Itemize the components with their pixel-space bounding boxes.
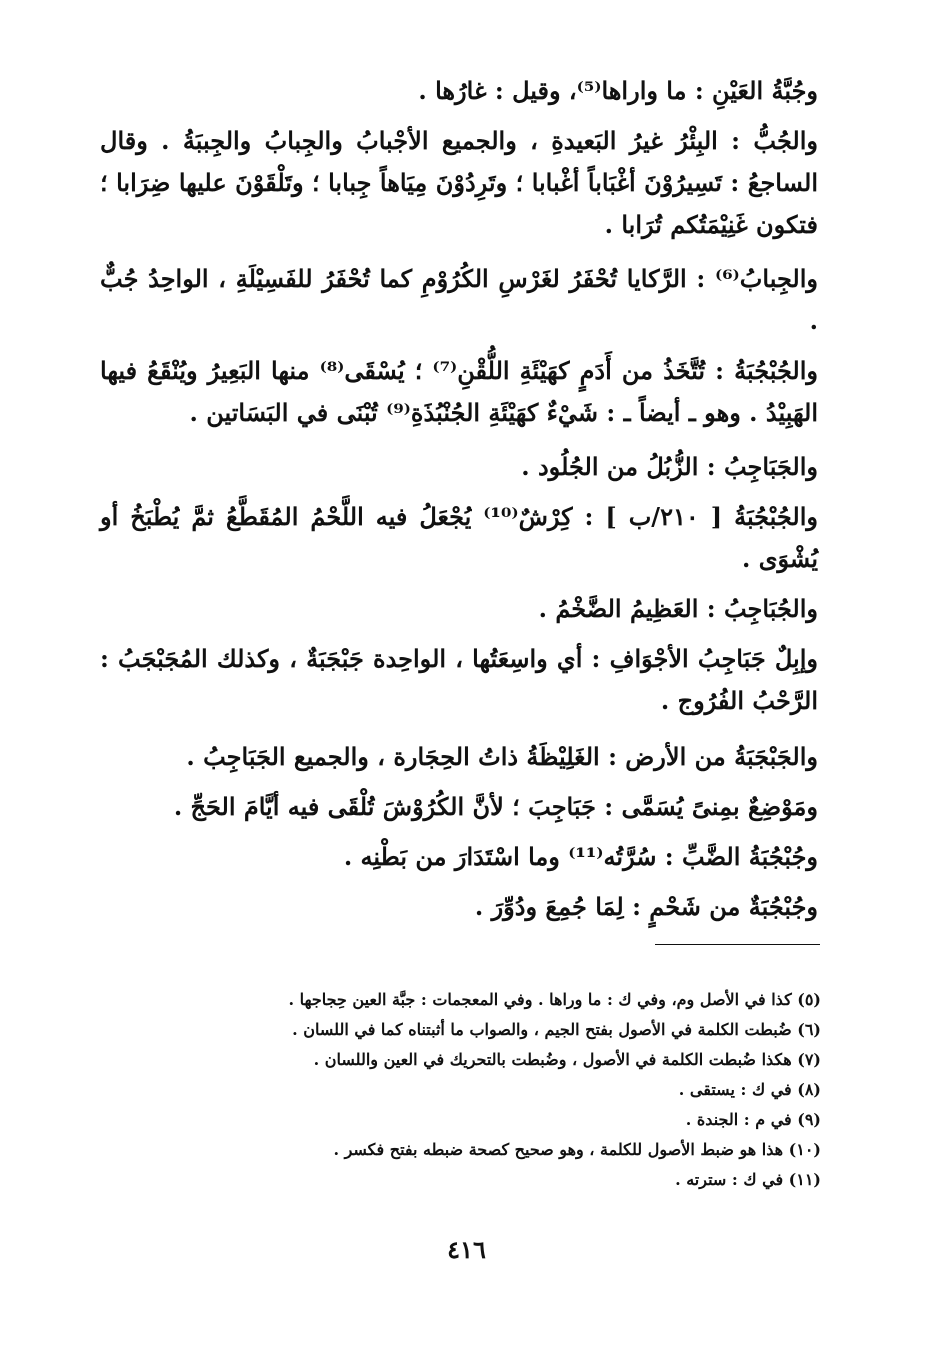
entry-mawdi-bimina: ومَوْضِعٌ بمِنىً يُسَمَّى : جَبَاجِبَ ؛ لأنَّ الكُرُوْشَ تُلْقَى فيه أيَّامَ الحَجِّ . — [173, 792, 818, 821]
page-number: ٤١٦ — [447, 1235, 486, 1264]
entry-jubbat-al-ayn: وجُبَّةُ العَيْنِ : ما واراها⁽⁵⁾، وقيل : غارُها . — [418, 76, 818, 105]
footnote-8: (٨) في ك : يستقى . — [678, 1080, 821, 1099]
footnote-11: (١١) في ك : سترته . — [675, 1170, 821, 1189]
footnote-6: (٦) ضُبطت الكلمة في الأصول بفتح الجيم ، والصواب ما أثبتناه كما في اللسان . — [292, 1020, 821, 1039]
entry-al-jubjuba-kirsh: والجُبْجُبَةُ [ ٢١٠/ب ] : كِرْشٌ⁽¹⁰⁾ يُجْعَلُ فيه اللَّحْمُ المُقَطَّعُ ثمَّ يُطْبَخُ أو يُشْوَى . — [100, 502, 818, 573]
entry-al-jubb: والجُبُّ : البِئْرُ غيرُ البَعيدةِ ، والجميع الأجْبابُ والجِبابُ والجِببَةُ . وقال الساجعُ : تَسِيرُوْنَ أغْبَاباً أغْبابا ؛ وتَرِدُوْنَ مِيَاهاً جِبابا ؛ وتَلْقَوْنَ عليها ضِرَابا ؛ فتكون غَنِيْمَتُكم تُرَابا . — [100, 126, 819, 239]
footnotes — [120, 985, 821, 1195]
entry-al-jabjaba-ard: والجَبْجَبَةُ من الأرض : الغَلِيْظَةُ ذاتُ الحِجَارة ، والجميع الجَبَاجِبُ . — [186, 742, 818, 771]
footnote-separator — [655, 944, 820, 945]
entry-jubjubat-al-dabb: وجُبْجُبَةُ الضَّبِّ : سُرَّتُه⁽¹¹⁾ وما اسْتَدَارَ من بَطْنِه . — [343, 842, 818, 871]
footnote-7: (٧) هكذا ضُبطت الكلمة في الأصول ، وضُبطت بالتحريك في العين واللسان . — [313, 1050, 821, 1069]
main-text — [100, 70, 818, 936]
entry-ibil-jabajib: وإبِلٌ جَبَاجِبُ الأجْوَافِ : أي واسِعَتُها ، الواحِدة جَبْجَبَةٌ ، وكذلك المُجَبْجَبُ : الرَّحْبُ الفُرُوج . — [100, 644, 818, 715]
footnote-5: (٥) كذا في الأصل وم، وفي ك : ما وراها . وفي المعجمات : جبَّة العين حِجاجها . — [288, 990, 821, 1009]
entry-al-jibab: والجِبابُ⁽⁶⁾ : الرَّكايا تُحْفَرُ لغَرْسِ الكُرُوْمِ كما تُحْفَرُ للفَسِيْلَةِ ، الواحِدُ جُبٌّ . — [100, 264, 818, 335]
entry-jubjuba-shahm: وجُبْجُبَةٌ من شَحْمٍ : لِمَا جُمِعَ ودُوِّرَ . — [474, 892, 818, 921]
footnote-9: (٩) في م : الجندة . — [685, 1110, 821, 1129]
entry-al-jabajib-zubul: والجَبَاجِبُ : الزُّبُلُ من الجُلُود . — [521, 452, 818, 481]
footnote-10: (١٠) هذا هو ضبط الأصول للكلمة ، وهو صحيح كصحة ضبطه بفتح فكسر . — [333, 1140, 821, 1159]
entry-al-jubjuba: والجُبْجُبَةُ : تُتَّخَذُ من أَدَمٍ كهَيْئَةِ اللُّقْنِ⁽⁷⁾ ؛ يُسْقَى⁽⁸⁾ منها البَعِيرُ ويُنْقَعُ فيها الهَبِيْدُ . وهو ـ أيضاً ـ : شَيْءٌ كهَيْئَةِ الجُنْبُذَةِ⁽⁹⁾ تُبْنَى في البَسَاتين . — [100, 356, 819, 427]
entry-al-jubajib: والجُبَاجِبُ : العَظِيمُ الضَّخْمُ . — [538, 594, 818, 623]
